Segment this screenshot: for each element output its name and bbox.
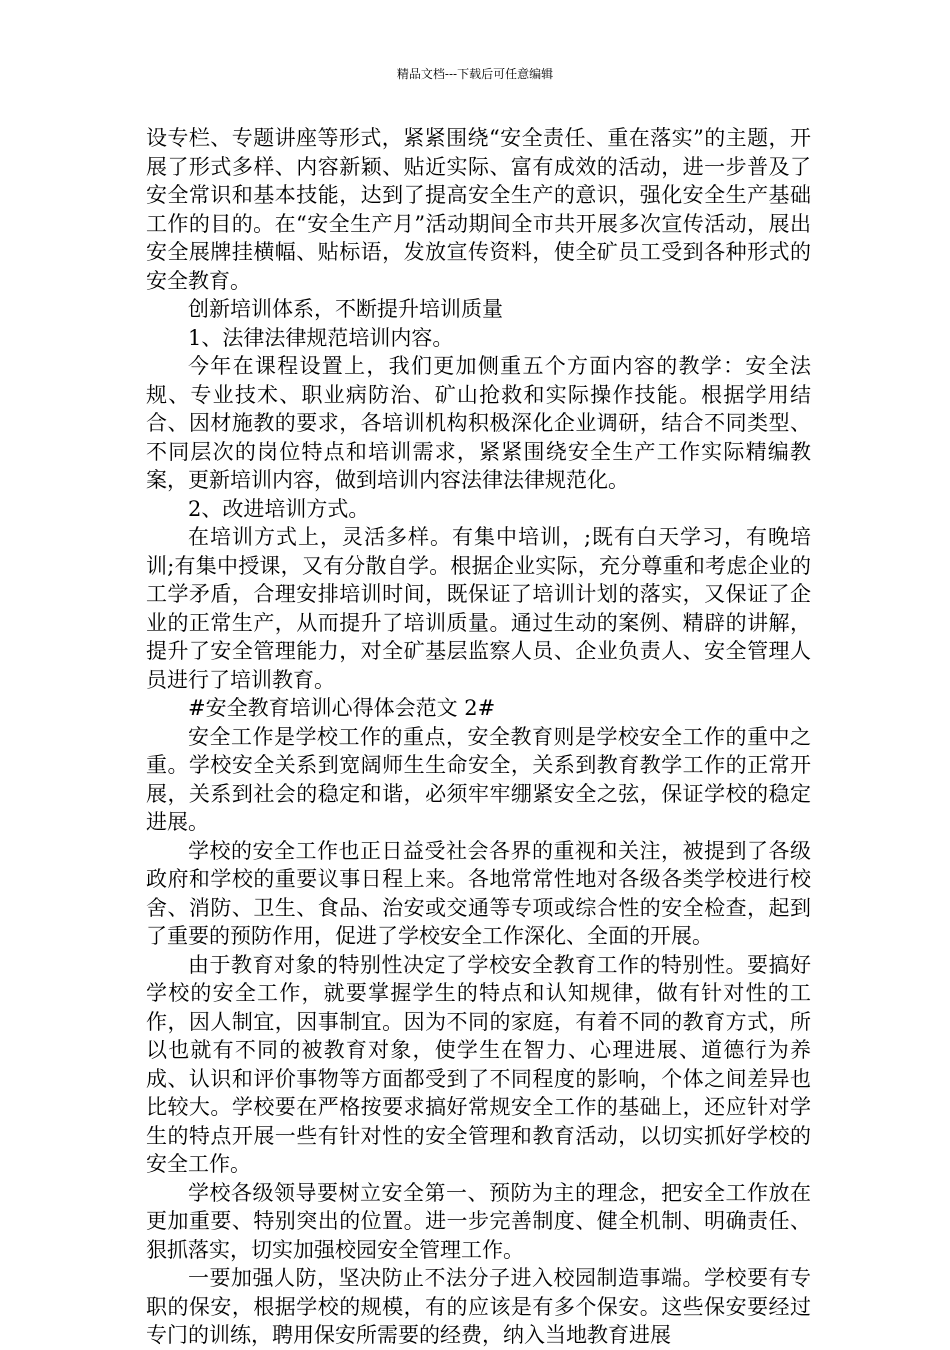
paragraph: 在培训方式上，灵活多样。有集中培训，;既有白天学习，有晚培训;有集中授课，又有分散自学。根据企业实际，充分尊重和考虑企业的工学矛盾，合理安排培训时间，既保证了培训计划的落实，又保证了企业的正常生产，从而提升了培训质量。通过生动的案例、精辟的讲解，提升了安全管理能力，对全矿基层监察人员、企业负责人、安全管理人员进行了培训教育。 xyxy=(146,525,811,692)
subheading: 1、法律法律规范培训内容。 xyxy=(188,325,454,350)
paragraph: 学校各级领导要树立安全第一、预防为主的理念，把安全工作放在更加重要、特别突出的位置。进一步完善制度、健全机制、明确责任、狠抓落实，切实加强校园安全管理工作。 xyxy=(146,1180,811,1262)
section-heading: 创新培训体系，不断提升培训质量 xyxy=(188,297,503,321)
paragraph: 学校的安全工作也正日益受社会各界的重视和关注，被提到了各级政府和学校的重要议事日程上来。各地常常性地对各级各类学校进行校舍、消防、卫生、食品、治安或交通等专项或综合性的安全检查，起到了重要的预防作用，促进了学校安全工作深化、全面的开展。 xyxy=(146,838,811,948)
paragraph: 设专栏、专题讲座等形式，紧紧围绕“安全责任、重在落实”的主题，开展了形式多样、内容新颖、贴近实际、富有成效的活动，进一步普及了安全常识和基本技能，达到了提高安全生产的意识，强化安全生产基础工作的目的。在“安全生产月”活动期间全市共开展多次宣传活动，展出安全展牌挂横幅、贴标语，发放宣传资料，使全矿员工受到各种形式的安全教育。 xyxy=(146,126,811,293)
paragraph: 今年在课程设置上，我们更加侧重五个方面内容的教学：安全法规、专业技术、职业病防治、矿山抢救和实际操作技能。根据学用结合、因材施教的要求，各培训机构积极深化企业调研，结合不同类型、不同层次的岗位特点和培训需求，紧紧围绕安全生产工作实际精编教案，更新培训内容，做到培训内容法律法律规范化。 xyxy=(146,354,811,492)
paragraph: 由于教育对象的特别性决定了学校安全教育工作的特别性。要搞好学校的安全工作，就要掌握学生的特点和认知规律，做有针对性的工作，因人制宜，因事制宜。因为不同的家庭，有着不同的教育方式，所以也就有不同的被教育对象，使学生在智力、心理进展、道德行为养成、认识和评价事物等方面都受到了不同程度的影响，个体之间差异也比较大。学校要在严格按要求搞好常规安全工作的基础上，还应针对学生的特点开展一些有针对性的安全管理和教育活动，以切实抓好学校的安全工作。 xyxy=(146,952,811,1176)
page-header: 精品文档---下载后可任意编辑 xyxy=(396,67,554,81)
article-title: #安全教育培训心得体会范文 2# xyxy=(188,696,496,720)
paragraph: 安全工作是学校工作的重点，安全教育则是学校安全工作的重中之重。学校安全关系到宽阔师生生命安全，关系到教育教学工作的正常开展，关系到社会的稳定和谐，必须牢牢绷紧安全之弦，保证学校的稳定进展。 xyxy=(146,724,811,834)
paragraph: 一要加强人防，坚决防止不法分子进入校园制造事端。学校要有专职的保安，根据学校的规模，有的应该是有多个保安。这些保安要经过专门的训练，聘用保安所需要的经费，纳入当地教育进展 xyxy=(146,1266,811,1347)
document-body xyxy=(146,124,811,1350)
subheading: 2、改进培训方式。 xyxy=(188,496,370,521)
